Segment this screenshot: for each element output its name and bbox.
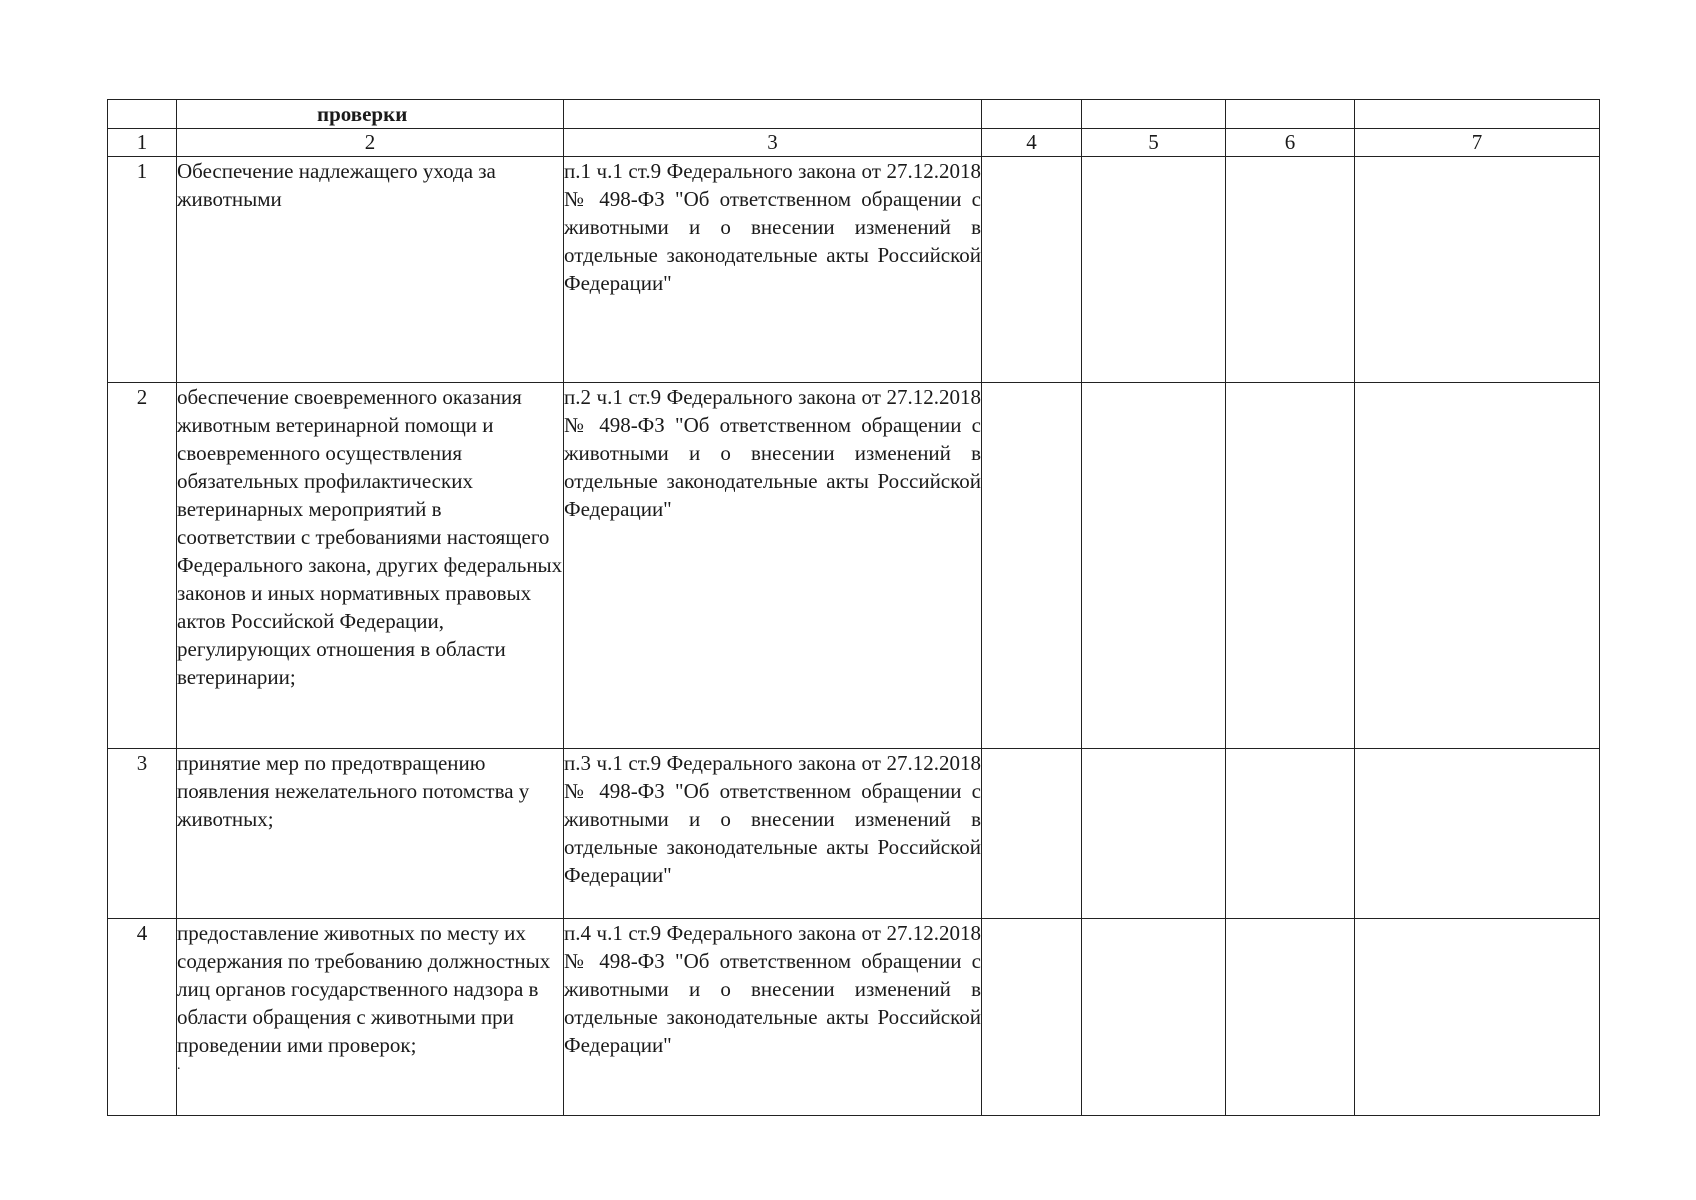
- requirement-cell: принятие мер по предотвращению появления нежелательного потомства у животных;: [177, 749, 564, 919]
- row-number: 1: [108, 157, 177, 383]
- table-cell: [108, 100, 177, 129]
- table-row: [108, 919, 1600, 1116]
- table-row: [108, 383, 1600, 749]
- table-cell: [1226, 100, 1355, 129]
- law-reference-cell: п.2 ч.1 ст.9 Федерального закона от 27.12.2018 № 498-ФЗ "Об ответственном обращении с животными и о внесении изменений в отдельные законодательные акты Российской Федерации": [564, 383, 982, 749]
- table-cell: [982, 100, 1082, 129]
- table-cell: [982, 383, 1082, 749]
- column-numbers-row: [108, 129, 1600, 157]
- column-number: 1: [108, 129, 177, 157]
- table-cell: [1082, 749, 1226, 919]
- table-cell: [982, 919, 1082, 1116]
- table-cell: [1226, 919, 1355, 1116]
- trailing-mark: .: [177, 1058, 181, 1073]
- column-number: 5: [1082, 129, 1226, 157]
- table-cell: [1355, 383, 1600, 749]
- law-reference-cell: п.1 ч.1 ст.9 Федерального закона от 27.12.2018 № 498-ФЗ "Об ответственном обращении с животными и о внесении изменений в отдельные законодательные акты Российской Федерации": [564, 157, 982, 383]
- requirement-cell: Обеспечение надлежащего ухода за животными: [177, 157, 564, 383]
- table-header-continuation-row: [108, 100, 1600, 129]
- table-cell: [1355, 157, 1600, 383]
- table-cell: [982, 749, 1082, 919]
- requirement-cell: обеспечение своевременного оказания животным ветеринарной помощи и своевременного осуществления обязательных профилактических ветеринарных мероприятий в соответствии с требованиями настоящего Федерального закона, других федеральных законов и иных нормативных правовых актов Российской Федерации, регулирующих отношения в области ветеринарии;: [177, 383, 564, 749]
- table-cell: [1082, 157, 1226, 383]
- table-row: [108, 157, 1600, 383]
- checklist-table: [107, 99, 1600, 1116]
- table-cell: [1226, 749, 1355, 919]
- column-number: 4: [982, 129, 1082, 157]
- table-cell: [1082, 919, 1226, 1116]
- column-number: 6: [1226, 129, 1355, 157]
- row-number: 2: [108, 383, 177, 749]
- table-cell: [1082, 100, 1226, 129]
- header-cell-label: [177, 100, 564, 129]
- requirement-cell: [177, 919, 564, 1116]
- table-cell: [982, 157, 1082, 383]
- table-cell: [1226, 157, 1355, 383]
- column-number: 2: [177, 129, 564, 157]
- table-cell: [564, 100, 982, 129]
- header-label-text: проверки: [317, 102, 408, 126]
- column-number: 7: [1355, 129, 1600, 157]
- table-cell: [1355, 100, 1600, 129]
- table-cell: [1226, 383, 1355, 749]
- table-cell: [1082, 383, 1226, 749]
- table-row: [108, 749, 1600, 919]
- column-number: 3: [564, 129, 982, 157]
- law-reference-cell: п.4 ч.1 ст.9 Федерального закона от 27.12.2018 № 498-ФЗ "Об ответственном обращении с животными и о внесении изменений в отдельные законодательные акты Российской Федерации": [564, 919, 982, 1116]
- row-number: 4: [108, 919, 177, 1116]
- requirement-text: предоставление животных по месту их содержания по требованию должностных лиц органов государственного надзора в области обращения с животными при проведении ими проверок;: [177, 921, 551, 1057]
- table-cell: [1355, 749, 1600, 919]
- table-cell: [1355, 919, 1600, 1116]
- law-reference-cell: п.3 ч.1 ст.9 Федерального закона от 27.12.2018 № 498-ФЗ "Об ответственном обращении с животными и о внесении изменений в отдельные законодательные акты Российской Федерации": [564, 749, 982, 919]
- row-number: 3: [108, 749, 177, 919]
